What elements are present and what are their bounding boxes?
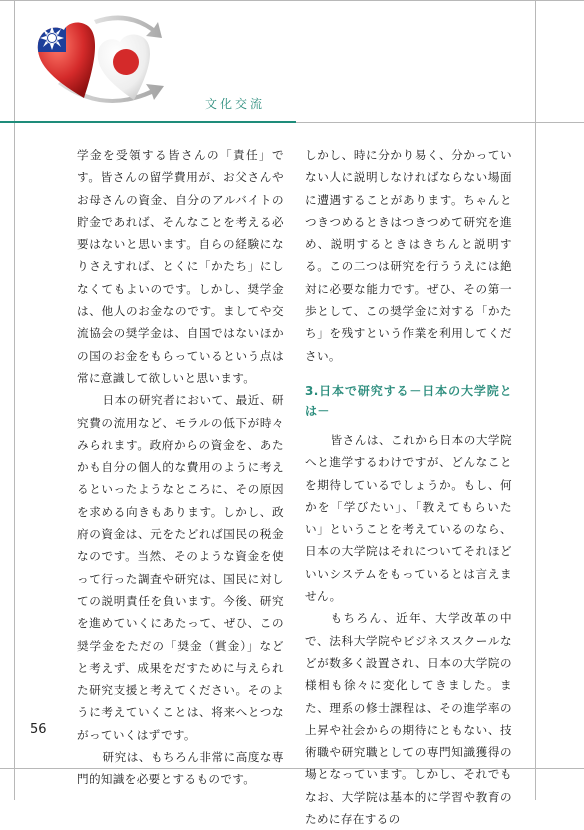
section-heading: 3.日本で研究する－日本の大学院とは－ [305,383,512,418]
right-column [305,144,512,830]
left-column [77,144,284,791]
section-label: 文化交流 [205,97,266,111]
left-paragraph-2: 日本の研究者において、最近、研究費の流用など、モラルの低下が時々みられます。政府からの資金を、あたかも自分の個人的な費用のように考えるといったようなところに、その原因を求める向きもあります。しかし、政府の資金は、元をたどれば国民の税金なのです。当然、そのような資金を使って行った調査や研究は、国民に対しての説明責任を負います。今後、研究を進めていくにあたって、ぜひ、この奨学金をただの「奨金（賞金）」などと考えず、成果をだすために与えられた研究支援と考えてください。そのように考えていくことは、将来へとつながっていくはずです。 [77,393,284,742]
right-paragraph-2: 皆さんは、これから日本の大学院へと進学するわけですが、どんなことを期待しているでしょうか。もし、何かを「学びたい」、「教えてもらいたい」ということを考えているのなら、日本の大学院はそれについてそれほどいいシステムをもっているとは言えません。 [305,432,512,604]
trim-line-top [0,0,584,1]
trim-line-header [296,122,584,123]
trim-line-right [535,0,536,800]
right-paragraph-1: しかし、時に分かり易く、分かっていない人に説明しなければならない場面に遭遇することがあります。ちゃんとつきつめるときはつきつめて研究を進め、説明するときはきちんと説明する。この二つは研究を行ううえには絶対に必要な能力です。ぜひ、その第一歩として、この奨学金に対する「かたち」を残すという作業を利用してください。 [305,148,512,363]
header-rule [0,121,296,123]
trim-line-left [14,0,15,800]
page-number: 56 [30,722,47,737]
right-paragraph-3: もちろん、近年、大学改革の中で、法科大学院やビジネススクールなどが数多く設置され、日本の大学院の様相も徐々に変化してきました。また、理系の修士課程は、その進学率の上昇や社会からの期待にともない、技術職や研究職としての専門知識獲得の場となっています。しかし、それでもなお、大学院は基本的に学習や教育のために存在するの [305,611,512,827]
left-paragraph-1: 学金を受領する皆さんの「責任」です。皆さんの留学費用が、お父さんやお母さんの資金、自分のアルバイトの貯金であれば、そんなことを考える必要はないと思います。自らの経験になりさえすれば、とくに「かたち」にしなくてもよいのです。しかし、奨学金は、他人のお金なのです。ましてや交流協会の奨学金は、自国ではないほかの国のお金をもらっているという点は常に意識して欲しいと思います。 [77,148,284,385]
left-paragraph-3: 研究は、もちろん非常に高度な専門的知識を必要とするものです。 [77,750,284,787]
exchange-hearts-logo [32,12,172,112]
